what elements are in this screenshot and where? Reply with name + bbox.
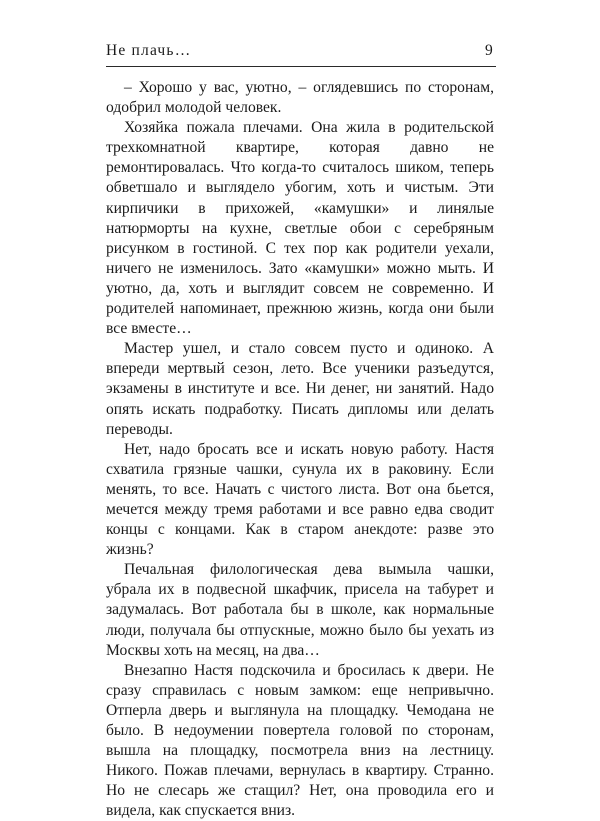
- page-number: 9: [485, 42, 494, 59]
- paragraph: Внезапно Настя подскочила и бросилась к двери. Не сразу справилась с новым замком: еще непривычно. Отперла дверь и выглянула на площадку. Чемодана не было. В недоумении повертела головой по сторонам, вышла на площадку, посмотрела вниз на лестницу. Никого. Пожав плечами, вернулась в квартиру. Странно. Но не слесарь же стащил? Нет, она проводила его и видела, как спускается вниз.: [106, 661, 494, 820]
- header-rule: [106, 66, 496, 67]
- running-header: [106, 38, 494, 60]
- book-title: Не плачь…: [106, 42, 192, 59]
- paragraph: Мастер ушел, и стало совсем пусто и одиноко. А впереди мертвый сезон, лето. Все ученики разъедутся, экзамены в институте и все. Ни денег, ни занятий. Надо опять искать подработку. Писать дипломы или делать переводы.: [106, 340, 494, 438]
- paragraph: Нет, надо бросать все и искать новую работу. Настя схватила грязные чашки, сунула их в раковину. Если менять, то все. Начать с чистого листа. Вот она бьется, мечется между тремя работами и все равно едва сводит концы с концами. Как в старом анекдоте: разве это жизнь?: [106, 440, 494, 559]
- paragraph: Печальная филологическая дева вымыла чашки, убрала их в подвесной шкафчик, присела на табурет и задумалась. Вот работала бы в школе, как нормальные люди, получала бы отпускные, можно было бы уехать из Москвы хоть на месяц, на два…: [106, 561, 494, 659]
- body-text: [106, 78, 494, 821]
- paragraph: – Хорошо у вас, уютно, – оглядевшись по сторонам, одобрил молодой человек.: [106, 79, 494, 117]
- paragraph: Хозяйка пожала плечами. Она жила в родительской трехкомнатной квартире, которая давно не ремонтировалась. Что когда-то считалось шиком, теперь обветшало и выглядело убогим, хоть и чистым. Эти кирпичики в прихожей, «камушки» и линялые натюрморты на кухне, светлые обои с серебряным рисунком в гостиной. С тех пор как родители уехали, ничего не изменилось. Зато «камушки» можно мыть. И уютно, да, хоть и выглядит совсем не современно. И родителей напоминает, прежнюю жизнь, когда они были все вместе…: [106, 119, 494, 338]
